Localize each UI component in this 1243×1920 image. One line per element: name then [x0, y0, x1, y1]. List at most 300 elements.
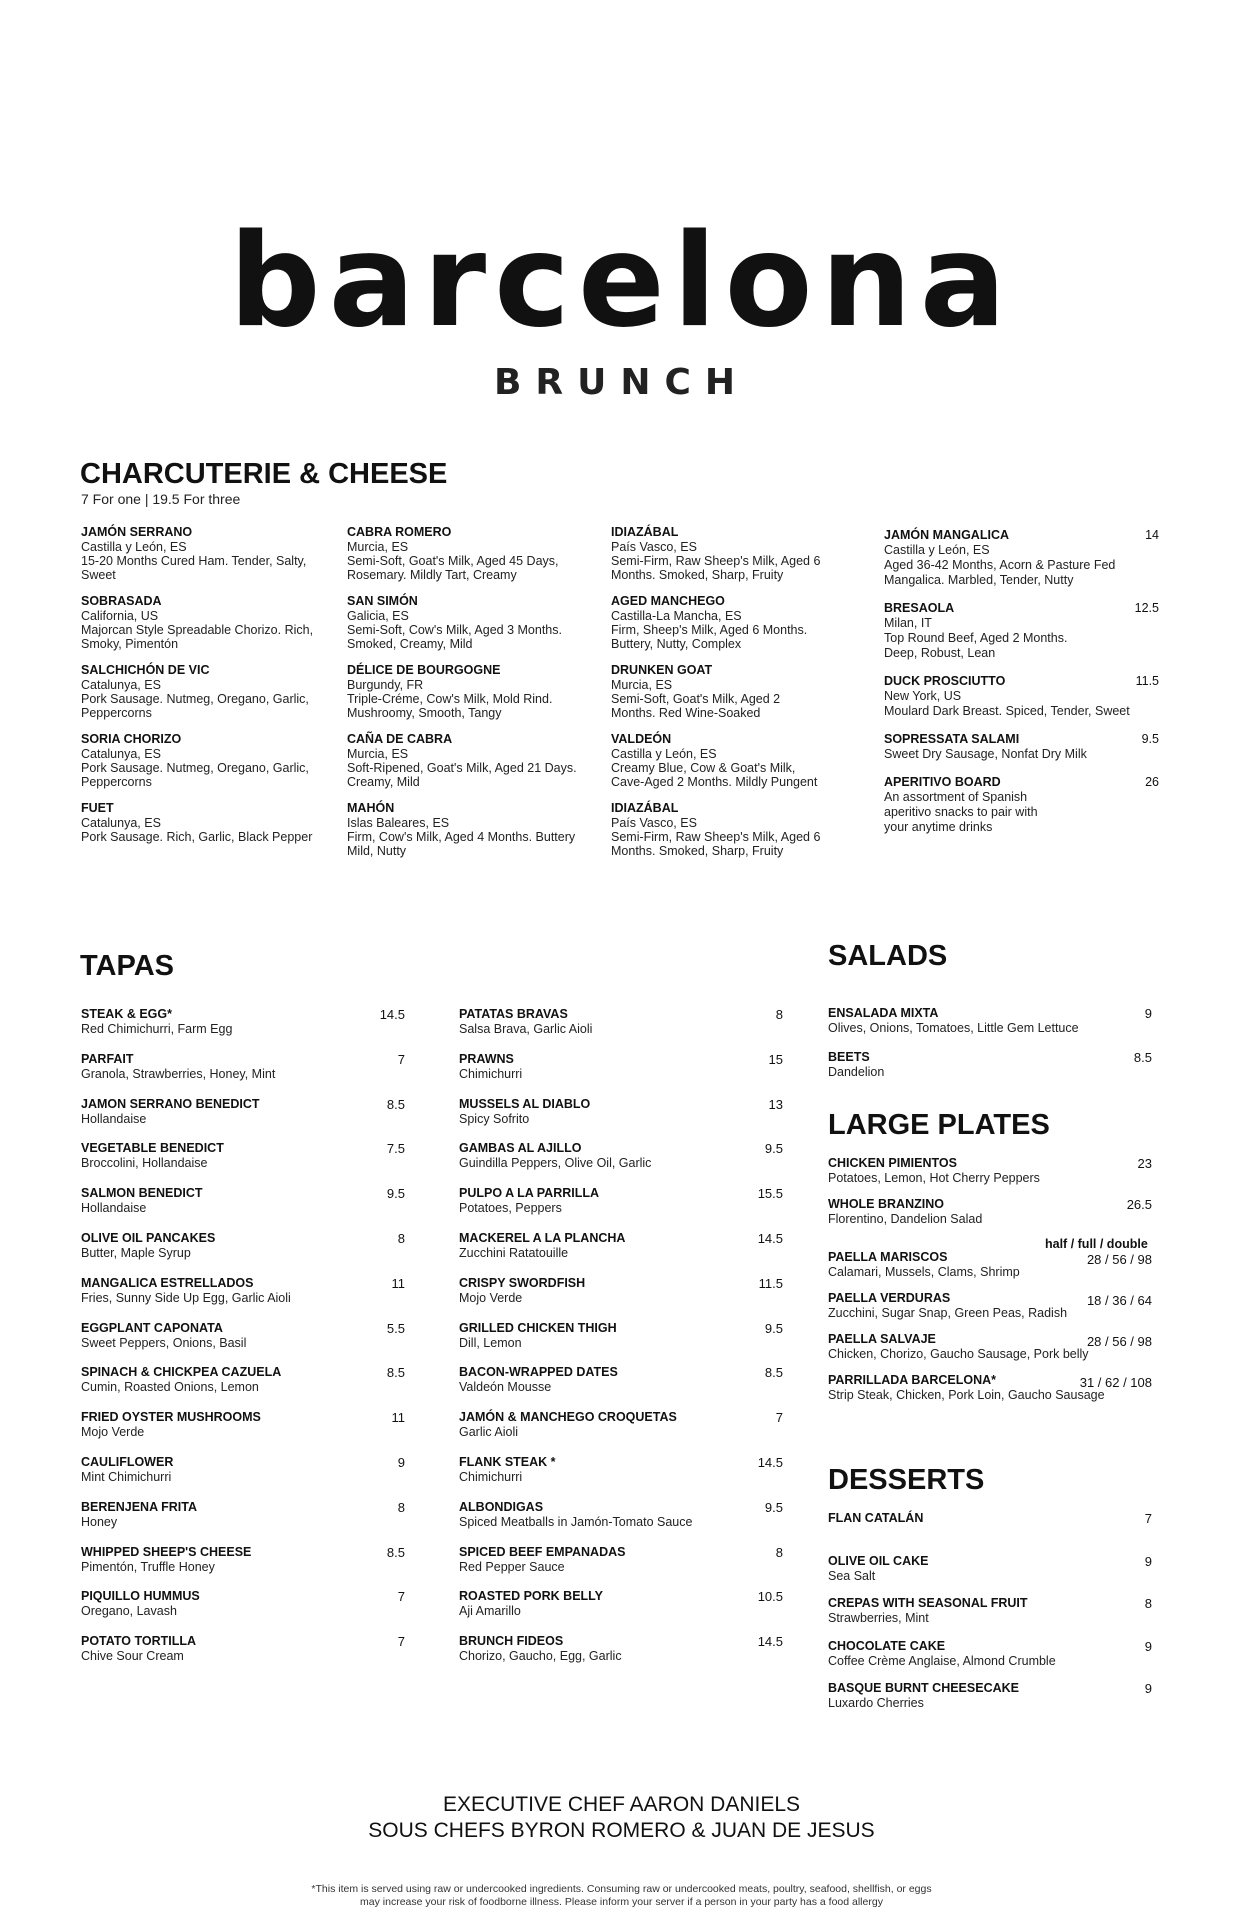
item-detail: Peppercorns	[81, 775, 152, 789]
item-detail: Murcia, ES	[347, 540, 409, 554]
salad-item	[828, 1006, 1152, 1050]
item-detail: An assortment of Spanish	[884, 790, 1028, 804]
tapas-item	[459, 1276, 783, 1321]
executive-chef-line: EXECUTIVE CHEF AARON DANIELS	[442, 1793, 801, 1816]
item-description: Salsa Brava, Garlic Aioli	[459, 1022, 593, 1036]
item-detail: Semi-Firm, Raw Sheep's Milk, Aged 6	[611, 554, 821, 568]
item-name: PULPO A LA PARRILLA	[459, 1186, 600, 1201]
charcuterie-column-extras	[884, 528, 1159, 848]
item-name: ENSALADA MIXTA	[828, 1006, 939, 1020]
item-price: 12.5	[1134, 601, 1159, 615]
item-name: SORIA CHORIZO	[81, 732, 182, 746]
item-description: Dill, Lemon	[459, 1335, 522, 1350]
item-name: CAÑA DE CABRA	[347, 732, 453, 746]
tapas-item	[81, 1455, 405, 1500]
item-description: Red Chimichurri, Farm Egg	[81, 1022, 233, 1036]
item-description: Sweet Peppers, Onions, Basil	[81, 1335, 247, 1350]
charcuterie-item	[81, 801, 321, 844]
tapas-item	[81, 1007, 405, 1052]
item-detail: Sweet Dry Sausage, Nonfat Dry Milk	[884, 747, 1087, 761]
item-detail: Peppercorns	[81, 706, 152, 720]
item-price: 8.5	[386, 1096, 405, 1112]
item-name: PAELLA SALVAJE	[828, 1332, 936, 1346]
paella-list	[828, 1250, 1152, 1414]
item-description: Coffee Crème Anglaise, Almond Crumble	[828, 1653, 1056, 1668]
large-plate-item	[828, 1156, 1152, 1197]
charcuterie-column-3	[611, 525, 851, 870]
item-name: GRILLED CHICKEN THIGH	[459, 1320, 617, 1335]
item-name: ALBONDIGAS	[459, 1499, 544, 1514]
charcuterie-item	[347, 594, 597, 651]
item-description: Hollandaise	[81, 1111, 147, 1126]
item-price: 7	[397, 1634, 405, 1650]
item-detail: Castilla y León, ES	[81, 540, 187, 554]
item-price: 9	[1144, 1638, 1152, 1654]
salad-item	[828, 1050, 1152, 1094]
item-name: DÉLICE DE BOURGOGNE	[347, 663, 501, 677]
item-price: 8	[775, 1007, 783, 1022]
item-detail: Smoked, Creamy, Mild	[347, 637, 473, 651]
item-price: 8.5	[386, 1544, 405, 1560]
item-name: BASQUE BURNT CHEESECAKE	[828, 1681, 1019, 1695]
item-detail: Semi-Soft, Goat's Milk, Aged 45 Days,	[347, 554, 559, 568]
item-price: 8	[775, 1544, 783, 1560]
item-detail: Moulard Dark Breast. Spiced, Tender, Sweet	[884, 704, 1130, 718]
item-description: Oregano, Lavash	[81, 1604, 177, 1619]
item-name: CREPAS WITH SEASONAL FRUIT	[828, 1596, 1028, 1610]
item-detail: Mangalica. Marbled, Tender, Nutty	[884, 573, 1074, 587]
item-description: Mojo Verde	[459, 1290, 523, 1305]
item-name: PAELLA VERDURAS	[828, 1291, 951, 1305]
charcuterie-extra-item	[884, 528, 1159, 588]
item-price: 26.5	[1126, 1197, 1152, 1212]
dessert-item	[828, 1596, 1152, 1639]
item-name: BACON-WRAPPED DATES	[459, 1365, 618, 1380]
tapas-item	[459, 1410, 783, 1455]
item-price: 9.5	[764, 1141, 783, 1157]
item-description: Potatoes, Lemon, Hot Cherry Peppers	[828, 1171, 1040, 1185]
tapas-item	[81, 1276, 405, 1321]
item-name: BERENJENA FRITA	[81, 1499, 197, 1514]
item-price: 14.5	[757, 1634, 783, 1650]
dessert-item	[828, 1639, 1152, 1682]
tapas-item	[81, 1052, 405, 1097]
item-detail: Murcia, ES	[611, 678, 673, 692]
item-description: Spiced Meatballs in Jamón-Tomato Sauce	[459, 1514, 693, 1529]
item-detail: Murcia, ES	[347, 747, 409, 761]
large-plates-list	[828, 1156, 1152, 1238]
item-description: Pimentón, Truffle Honey	[81, 1559, 215, 1574]
charcuterie-item	[81, 663, 321, 720]
charcuterie-item	[611, 663, 851, 720]
restaurant-logo: barcelona	[228, 207, 1015, 356]
item-name: PAELLA MARISCOS	[828, 1250, 948, 1264]
item-detail: Pork Sausage. Nutmeg, Oregano, Garlic,	[81, 761, 309, 775]
item-name: PRAWNS	[459, 1051, 514, 1066]
item-price: 11.5	[758, 1275, 783, 1291]
salads-title: SALADS	[828, 940, 948, 972]
tapas-item	[81, 1231, 405, 1276]
item-name: IDIAZÁBAL	[611, 801, 679, 815]
item-detail: Pork Sausage. Nutmeg, Oregano, Garlic,	[81, 692, 309, 706]
item-name: SOPRESSATA SALAMI	[884, 732, 1020, 746]
charcuterie-pricing: 7 For one | 19.5 For three	[81, 491, 241, 507]
item-description: Honey	[81, 1514, 118, 1529]
item-description: Strip Steak, Chicken, Pork Loin, Gaucho Sausage	[828, 1388, 1105, 1402]
tapas-item	[459, 1365, 783, 1410]
item-price: 8	[397, 1230, 405, 1246]
item-detail: Sweet	[81, 568, 116, 582]
tapas-item	[459, 1455, 783, 1500]
item-detail: Months. Smoked, Sharp, Fruity	[611, 844, 784, 858]
allergy-disclaimer-line-1: *This item is served using raw or undercooked ingredients. Consuming raw or undercooked meats, poultry, seafood, shellfish, or eggs	[311, 1883, 932, 1895]
item-description: Calamari, Mussels, Clams, Shrimp	[828, 1265, 1020, 1279]
item-name: JAMÓN MANGALICA	[884, 528, 1009, 542]
dessert-item	[828, 1681, 1152, 1724]
tapas-item	[81, 1321, 405, 1366]
item-detail: Months. Smoked, Sharp, Fruity	[611, 568, 784, 582]
item-price: 14	[1145, 528, 1159, 542]
item-description: Mint Chimichurri	[81, 1469, 172, 1484]
item-detail: Catalunya, ES	[81, 678, 161, 692]
item-price: 7.5	[386, 1141, 405, 1157]
item-price: 14.5	[757, 1230, 783, 1246]
large-plates-title: LARGE PLATES	[828, 1109, 1050, 1141]
item-detail: Top Round Beef, Aged 2 Months.	[884, 631, 1068, 645]
item-name: WHOLE BRANZINO	[828, 1197, 944, 1211]
item-description: Granola, Strawberries, Honey, Mint	[81, 1066, 276, 1081]
item-description: Cumin, Roasted Onions, Lemon	[81, 1380, 259, 1395]
item-detail: Semi-Soft, Goat's Milk, Aged 2	[611, 692, 781, 706]
item-name: CRISPY SWORDFISH	[459, 1275, 586, 1290]
item-detail: New York, US	[884, 689, 962, 703]
item-name: STEAK & EGG*	[81, 1007, 172, 1021]
salads-list	[828, 1006, 1152, 1094]
item-name: AGED MANCHEGO	[611, 594, 725, 608]
item-price: 8.5	[764, 1365, 783, 1381]
item-detail: País Vasco, ES	[611, 540, 697, 554]
paella-item	[828, 1373, 1152, 1414]
item-description: Red Pepper Sauce	[459, 1559, 565, 1574]
large-plate-item	[828, 1197, 1152, 1238]
item-price: 23	[1137, 1156, 1152, 1171]
item-description: Florentino, Dandelion Salad	[828, 1212, 983, 1226]
item-description: Chimichurri	[459, 1469, 523, 1484]
item-price: 28 / 56 / 98	[1086, 1252, 1152, 1267]
item-name: MAHÓN	[347, 801, 395, 815]
item-description: Sea Salt	[828, 1568, 876, 1583]
item-name: POTATO TORTILLA	[81, 1634, 197, 1649]
charcuterie-column-2	[347, 525, 597, 870]
paella-size-header: half / full / double	[1045, 1237, 1148, 1251]
item-name: IDIAZÁBAL	[611, 525, 679, 539]
item-price: 7	[1144, 1511, 1152, 1526]
item-price: 9	[397, 1454, 405, 1470]
item-detail: California, US	[81, 609, 159, 623]
desserts-title: DESSERTS	[828, 1464, 985, 1496]
item-name: CHICKEN PIMIENTOS	[828, 1156, 957, 1170]
item-detail: Triple-Créme, Cow's Milk, Mold Rind.	[347, 692, 553, 706]
item-description: Hollandaise	[81, 1201, 147, 1216]
item-price: 11.5	[1135, 674, 1159, 688]
item-price: 13	[768, 1096, 783, 1112]
item-name: EGGPLANT CAPONATA	[81, 1320, 223, 1335]
paella-item	[828, 1250, 1152, 1291]
tapas-title: TAPAS	[80, 950, 174, 982]
charcuterie-column-1	[81, 525, 321, 856]
item-name: SPICED BEEF EMPANADAS	[459, 1544, 626, 1559]
paella-item	[828, 1291, 1152, 1332]
item-detail: aperitivo snacks to pair with	[884, 805, 1038, 819]
item-description: Dandelion	[828, 1065, 885, 1079]
item-name: PARFAIT	[81, 1051, 134, 1066]
item-price: 14.5	[757, 1454, 783, 1470]
item-detail: Cave-Aged 2 Months. Mildly Pungent	[611, 775, 818, 789]
item-detail: Catalunya, ES	[81, 816, 161, 830]
item-name: PATATAS BRAVAS	[459, 1007, 568, 1021]
tapas-item	[81, 1365, 405, 1410]
desserts-list	[828, 1511, 1152, 1724]
charcuterie-item	[347, 663, 597, 720]
dessert-item	[828, 1511, 1152, 1554]
item-description: Fries, Sunny Side Up Egg, Garlic Aioli	[81, 1290, 291, 1305]
item-price: 7	[397, 1051, 405, 1067]
item-detail: Deep, Robust, Lean	[884, 646, 996, 660]
tapas-item	[81, 1634, 405, 1679]
item-description: Mojo Verde	[81, 1425, 145, 1440]
item-description: Aji Amarillo	[459, 1604, 521, 1619]
item-price: 9	[1144, 1681, 1152, 1696]
item-name: APERITIVO BOARD	[884, 775, 1001, 789]
item-price: 14.5	[379, 1007, 405, 1022]
item-name: SPINACH & CHICKPEA CAZUELA	[81, 1365, 282, 1380]
item-detail: Smoky, Pimentón	[81, 637, 179, 651]
item-name: VEGETABLE BENEDICT	[81, 1141, 224, 1156]
item-price: 26	[1145, 775, 1159, 789]
item-detail: Mild, Nutty	[347, 844, 407, 858]
item-name-row	[884, 528, 1159, 543]
item-name-row	[884, 732, 1159, 747]
item-detail: Buttery, Nutty, Complex	[611, 637, 742, 651]
item-description: Chimichurri	[459, 1066, 523, 1081]
item-detail: Firm, Cow's Milk, Aged 4 Months. Buttery	[347, 830, 576, 844]
item-price: 10.5	[757, 1589, 783, 1605]
item-name: JAMON SERRANO BENEDICT	[81, 1096, 260, 1111]
item-description: Garlic Aioli	[459, 1425, 519, 1440]
tapas-item	[459, 1500, 783, 1545]
item-description: Potatoes, Peppers	[459, 1201, 562, 1216]
tapas-item	[459, 1634, 783, 1679]
item-price: 31 / 62 / 108	[1079, 1375, 1152, 1390]
tapas-item	[459, 1141, 783, 1186]
tapas-item	[459, 1186, 783, 1231]
item-description: Valdeón Mousse	[459, 1380, 552, 1395]
item-detail: Galicia, ES	[347, 609, 409, 623]
allergy-disclaimer-line-2: may increase your risk of foodborne illness. Please inform your server if a person in your party has a food allergy	[360, 1896, 883, 1908]
item-price: 9	[1144, 1553, 1152, 1569]
item-name: PARRILLADA BARCELONA*	[828, 1373, 997, 1387]
sous-chefs-line: SOUS CHEFS BYRON ROMERO & JUAN DE JESUS	[368, 1819, 875, 1842]
item-name: JAMÓN SERRANO	[81, 525, 193, 539]
item-detail: Semi-Soft, Cow's Milk, Aged 3 Months.	[347, 623, 562, 637]
item-detail: Firm, Sheep's Milk, Aged 6 Months.	[611, 623, 808, 637]
item-price: 8.5	[386, 1365, 405, 1381]
item-description: Olives, Onions, Tomatoes, Little Gem Lettuce	[828, 1021, 1079, 1035]
paella-item	[828, 1332, 1152, 1373]
item-detail: Rosemary. Mildly Tart, Creamy	[347, 568, 517, 582]
tapas-column-2	[459, 1007, 783, 1679]
item-description: Strawberries, Mint	[828, 1611, 929, 1625]
item-name: DRUNKEN GOAT	[611, 663, 713, 677]
charcuterie-item	[611, 525, 851, 582]
item-detail: País Vasco, ES	[611, 816, 697, 830]
item-detail: Semi-Firm, Raw Sheep's Milk, Aged 6	[611, 830, 821, 844]
item-detail: Creamy, Mild	[347, 775, 420, 789]
tapas-item	[459, 1231, 783, 1276]
charcuterie-item	[81, 525, 321, 582]
tapas-column-1	[81, 1007, 405, 1679]
item-detail: Majorcan Style Spreadable Chorizo. Rich,	[81, 623, 314, 637]
item-detail: Catalunya, ES	[81, 747, 161, 761]
item-detail: Soft-Ripened, Goat's Milk, Aged 21 Days.	[347, 761, 577, 775]
item-name: OLIVE OIL PANCAKES	[81, 1230, 216, 1245]
item-name-row	[884, 775, 1159, 790]
item-price: 9.5	[764, 1499, 783, 1515]
item-description: Broccolini, Hollandaise	[81, 1156, 208, 1171]
item-price: 18 / 36 / 64	[1086, 1293, 1152, 1308]
item-name: PIQUILLO HUMMUS	[81, 1589, 200, 1604]
item-description: Chive Sour Cream	[81, 1649, 184, 1664]
item-name: OLIVE OIL CAKE	[828, 1553, 929, 1568]
item-price: 9.5	[1141, 732, 1159, 746]
charcuterie-extra-item	[884, 775, 1159, 835]
item-name: CHOCOLATE CAKE	[828, 1638, 946, 1653]
item-detail: Months. Red Wine-Soaked	[611, 706, 761, 720]
item-description: Zucchini, Sugar Snap, Green Peas, Radish	[828, 1306, 1068, 1320]
charcuterie-item	[611, 801, 851, 858]
item-description: Guindilla Peppers, Olive Oil, Garlic	[459, 1156, 652, 1171]
charcuterie-extra-item	[884, 601, 1159, 661]
item-name: MANGALICA ESTRELLADOS	[81, 1275, 254, 1290]
item-detail: Aged 36-42 Months, Acorn & Pasture Fed	[884, 558, 1116, 572]
item-price: 9.5	[386, 1186, 405, 1202]
item-description: Chorizo, Gaucho, Egg, Garlic	[459, 1649, 622, 1664]
item-name: FUET	[81, 801, 114, 815]
item-price: 9	[1144, 1006, 1152, 1021]
charcuterie-extra-item	[884, 674, 1159, 719]
item-detail: Burgundy, FR	[347, 678, 424, 692]
tapas-item	[81, 1545, 405, 1590]
item-description: Luxardo Cherries	[828, 1696, 924, 1710]
item-name: DUCK PROSCIUTTO	[884, 674, 1006, 688]
item-name-row	[884, 601, 1159, 616]
item-name: FLANK STEAK *	[459, 1454, 556, 1469]
item-detail: Creamy Blue, Cow & Goat's Milk,	[611, 761, 796, 775]
item-description: Zucchini Ratatouille	[459, 1245, 569, 1260]
tapas-item	[459, 1007, 783, 1052]
item-name: JAMÓN & MANCHEGO CROQUETAS	[459, 1410, 677, 1425]
charcuterie-title: CHARCUTERIE & CHEESE	[80, 458, 448, 490]
tapas-item	[459, 1545, 783, 1590]
item-name: BEETS	[828, 1050, 870, 1064]
tapas-item	[459, 1589, 783, 1634]
item-name: CAULIFLOWER	[81, 1454, 174, 1469]
item-name: VALDEÓN	[611, 732, 672, 746]
item-description: Spicy Sofrito	[459, 1111, 530, 1126]
item-name: SALMON BENEDICT	[81, 1186, 203, 1201]
tapas-item	[459, 1097, 783, 1142]
tapas-item	[81, 1589, 405, 1634]
item-detail: Castilla y León, ES	[884, 543, 990, 557]
charcuterie-item	[347, 732, 597, 789]
item-price: 28 / 56 / 98	[1086, 1334, 1152, 1349]
item-description: Butter, Maple Syrup	[81, 1245, 191, 1260]
item-detail: Castilla y León, ES	[611, 747, 717, 761]
item-name: BRESAOLA	[884, 601, 955, 615]
item-name: WHIPPED SHEEP'S CHEESE	[81, 1544, 252, 1559]
item-detail: Castilla-La Mancha, ES	[611, 609, 742, 623]
item-description: Chicken, Chorizo, Gaucho Sausage, Pork belly	[828, 1347, 1089, 1361]
tapas-item	[459, 1321, 783, 1366]
item-name: CABRA ROMERO	[347, 525, 452, 539]
charcuterie-item	[347, 525, 597, 582]
item-price: 8.5	[1133, 1050, 1152, 1065]
item-price: 9.5	[764, 1320, 783, 1336]
item-detail: your anytime drinks	[884, 820, 993, 834]
charcuterie-item	[611, 594, 851, 651]
charcuterie-item	[347, 801, 597, 858]
dessert-item	[828, 1554, 1152, 1597]
item-name-row	[884, 674, 1159, 689]
item-detail: Mushroomy, Smooth, Tangy	[347, 706, 502, 720]
item-name: SAN SIMÓN	[347, 594, 418, 608]
item-name: ROASTED PORK BELLY	[459, 1589, 604, 1604]
item-price: 11	[391, 1275, 405, 1291]
tapas-item	[81, 1097, 405, 1142]
item-price: 11	[391, 1410, 405, 1426]
tapas-item	[81, 1141, 405, 1186]
item-name: MACKEREL A LA PLANCHA	[459, 1230, 626, 1245]
charcuterie-item	[611, 732, 851, 789]
item-name: BRUNCH FIDEOS	[459, 1634, 564, 1649]
menu-subtitle: BRUNCH	[493, 362, 750, 403]
charcuterie-item	[81, 732, 321, 789]
item-name: SALCHICHÓN DE VIC	[81, 663, 210, 677]
tapas-item	[459, 1052, 783, 1097]
item-detail: Islas Baleares, ES	[347, 816, 450, 830]
item-detail: Milan, IT	[884, 616, 932, 630]
item-detail: 15-20 Months Cured Ham. Tender, Salty,	[81, 554, 307, 568]
item-price: 7	[397, 1589, 405, 1605]
tapas-item	[81, 1500, 405, 1545]
tapas-item	[81, 1410, 405, 1455]
item-name: MUSSELS AL DIABLO	[459, 1096, 591, 1111]
item-price: 7	[775, 1410, 783, 1426]
item-name: FLAN CATALÁN	[828, 1511, 924, 1525]
tapas-item	[81, 1186, 405, 1231]
charcuterie-extra-item	[884, 732, 1159, 762]
item-price: 15	[768, 1051, 783, 1067]
item-name: FRIED OYSTER MUSHROOMS	[81, 1410, 261, 1425]
charcuterie-item	[81, 594, 321, 651]
item-name: SOBRASADA	[81, 594, 162, 608]
item-price: 5.5	[386, 1320, 405, 1336]
item-price: 8	[397, 1499, 405, 1515]
item-price: 15.5	[757, 1186, 783, 1202]
item-detail: Pork Sausage. Rich, Garlic, Black Pepper	[81, 830, 313, 844]
item-name: GAMBAS AL AJILLO	[459, 1141, 582, 1156]
item-price: 8	[1144, 1596, 1152, 1611]
